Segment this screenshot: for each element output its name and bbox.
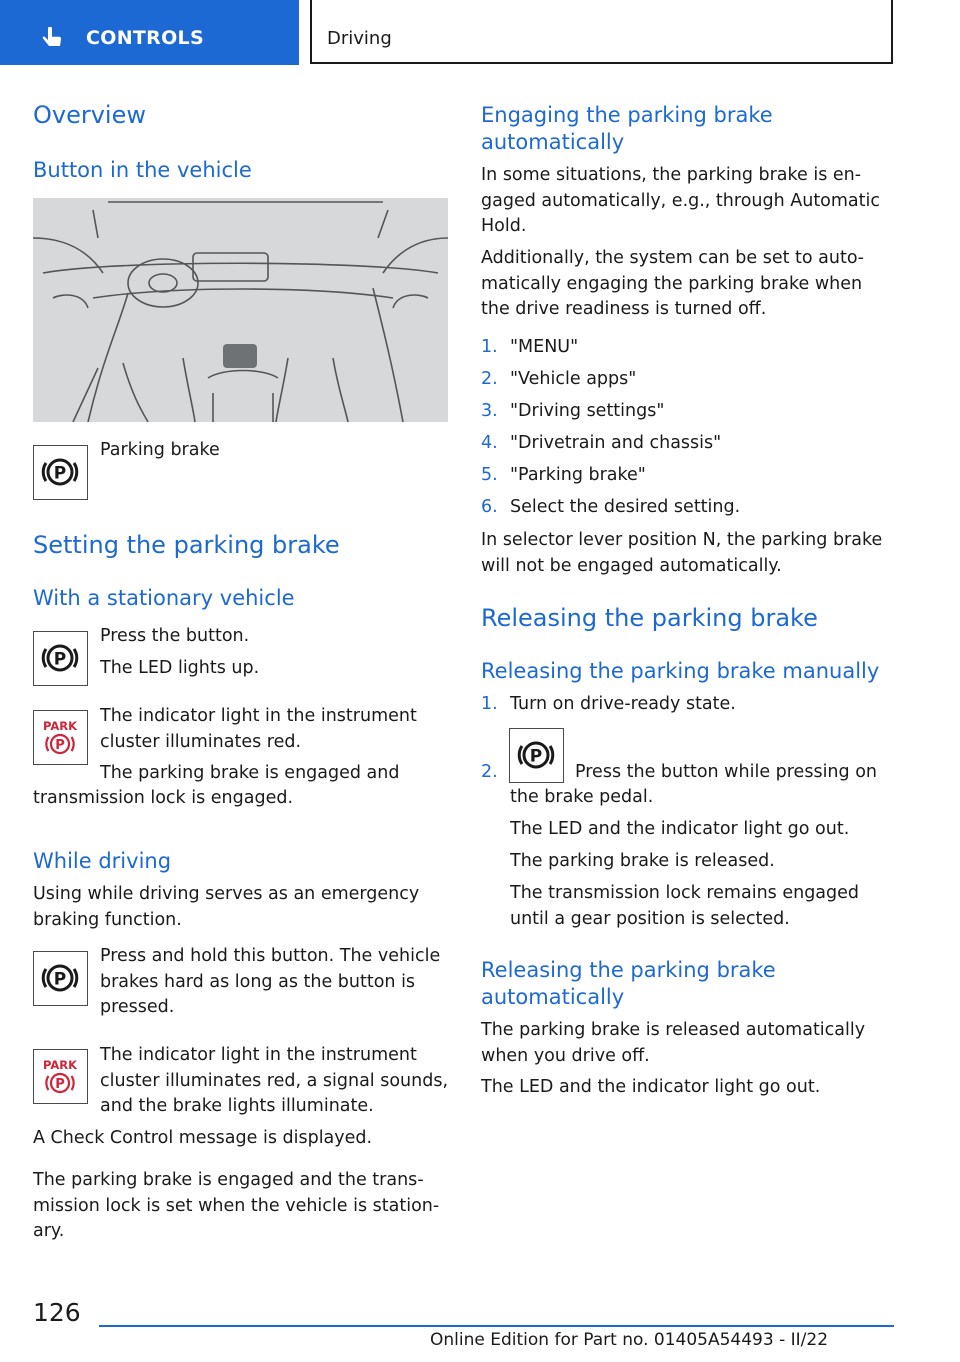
list-item: 3. "Driving settings" [481, 401, 665, 421]
pointing-hand-icon [38, 24, 66, 52]
manual-p1: The LED and the indicator light go out. [510, 819, 850, 839]
park-indicator-icon [33, 710, 88, 765]
driving-heading: While driving [33, 849, 172, 873]
chapter-tab [310, 0, 893, 64]
indicator2-p: The indicator light in the instrument cluster illuminates red, a signal sounds, and the brake lights illuminate. [100, 1045, 449, 1116]
svg-text:P: P [53, 649, 67, 670]
indicator-p2-b: transmission lock is engaged. [33, 788, 294, 808]
list-item: 4. "Drivetrain and chassis" [481, 433, 722, 453]
svg-text:P: P [53, 969, 67, 990]
svg-text:P: P [55, 1077, 65, 1092]
auto-heading: Releasing the parking brake automatically [481, 958, 776, 1009]
indicator-p1: The indicator light in the instrument cluster illuminates red. [100, 706, 417, 752]
driving-p1: Using while driving serves as an emergency braking function. [33, 884, 420, 930]
manual-p3: The transmission lock remains engaged until a gear position is selected. [510, 883, 860, 929]
hold-p: Press and hold this button. The vehicle brakes hard as long as the button is pressed. [100, 946, 441, 1017]
manual-step-1-text: Turn on drive-ready state. [510, 694, 736, 714]
stationary-p2: The LED lights up. [100, 658, 260, 678]
engaging-p2: Additionally, the system can be set to automatically engaging the parking brake when the drive readiness is turned off. [481, 248, 864, 319]
stationary-heading: With a stationary vehicle [33, 586, 295, 610]
parking-brake-button-icon [33, 951, 88, 1006]
indicator-p2-a: The parking brake is engaged and [100, 763, 400, 783]
list-item: 1. "MENU" [481, 337, 579, 357]
selector-p: In selector lever position N, the parking brake will not be engaged automatically. [481, 530, 883, 576]
svg-text:P: P [529, 746, 543, 767]
engaging-p1: In some situations, the parking brake is engaged automatically, e.g., through Automatic Hold. [481, 165, 881, 236]
dashboard-illustration [33, 198, 448, 422]
svg-text:PARK: PARK [42, 719, 78, 733]
parking-brake-button-icon [509, 728, 564, 783]
section-label: CONTROLS [86, 27, 204, 49]
engaging-heading: Engaging the parking brake automatically [481, 103, 773, 154]
list-item: 6. Select the desired setting. [481, 497, 741, 517]
button-heading: Button in the vehicle [33, 158, 252, 182]
auto-p1: The parking brake is released automatically when you drive off. [481, 1020, 866, 1066]
settings-steps-list [481, 335, 896, 527]
check-control-p: A Check Control message is displayed. [33, 1128, 373, 1148]
list-item: 2. "Vehicle apps" [481, 369, 637, 389]
manual-step-2-number: 2. [481, 762, 498, 782]
manual-step-2-text-a: Press the button while pressing on [575, 762, 877, 782]
svg-text:P: P [55, 738, 65, 753]
parking-brake-button-icon [33, 445, 88, 500]
footer-divider [99, 1325, 894, 1327]
manual-p2: The parking brake is released. [510, 851, 775, 871]
parking-brake-label: Parking brake [100, 440, 220, 460]
manual-step-1: 1. [481, 694, 498, 714]
setting-title: Setting the parking brake [33, 531, 340, 559]
page-number: 126 [33, 1298, 81, 1327]
svg-text:PARK: PARK [42, 1058, 78, 1072]
footer-edition: Online Edition for Part no. 01405A54493 - II/22 [430, 1330, 829, 1350]
manual-heading: Releasing the parking brake manually [481, 659, 880, 683]
section-tab [0, 0, 299, 65]
overview-title: Overview [33, 101, 146, 129]
dashboard-drawing [33, 198, 448, 422]
svg-text:P: P [53, 463, 67, 484]
park-indicator-icon [33, 1049, 88, 1104]
auto-p2: The LED and the indicator light go out. [481, 1077, 821, 1097]
parking-brake-button-icon [33, 631, 88, 686]
stationary-end-p: The parking brake is engaged and the transmission lock is set when the vehicle is stationary. [33, 1170, 440, 1241]
stationary-p1: Press the button. [100, 626, 250, 646]
list-item: 5. "Parking brake" [481, 465, 646, 485]
releasing-title: Releasing the parking brake [481, 604, 818, 632]
manual-step-2-text-b: the brake pedal. [510, 787, 654, 807]
chapter-label: Driving [327, 28, 392, 49]
